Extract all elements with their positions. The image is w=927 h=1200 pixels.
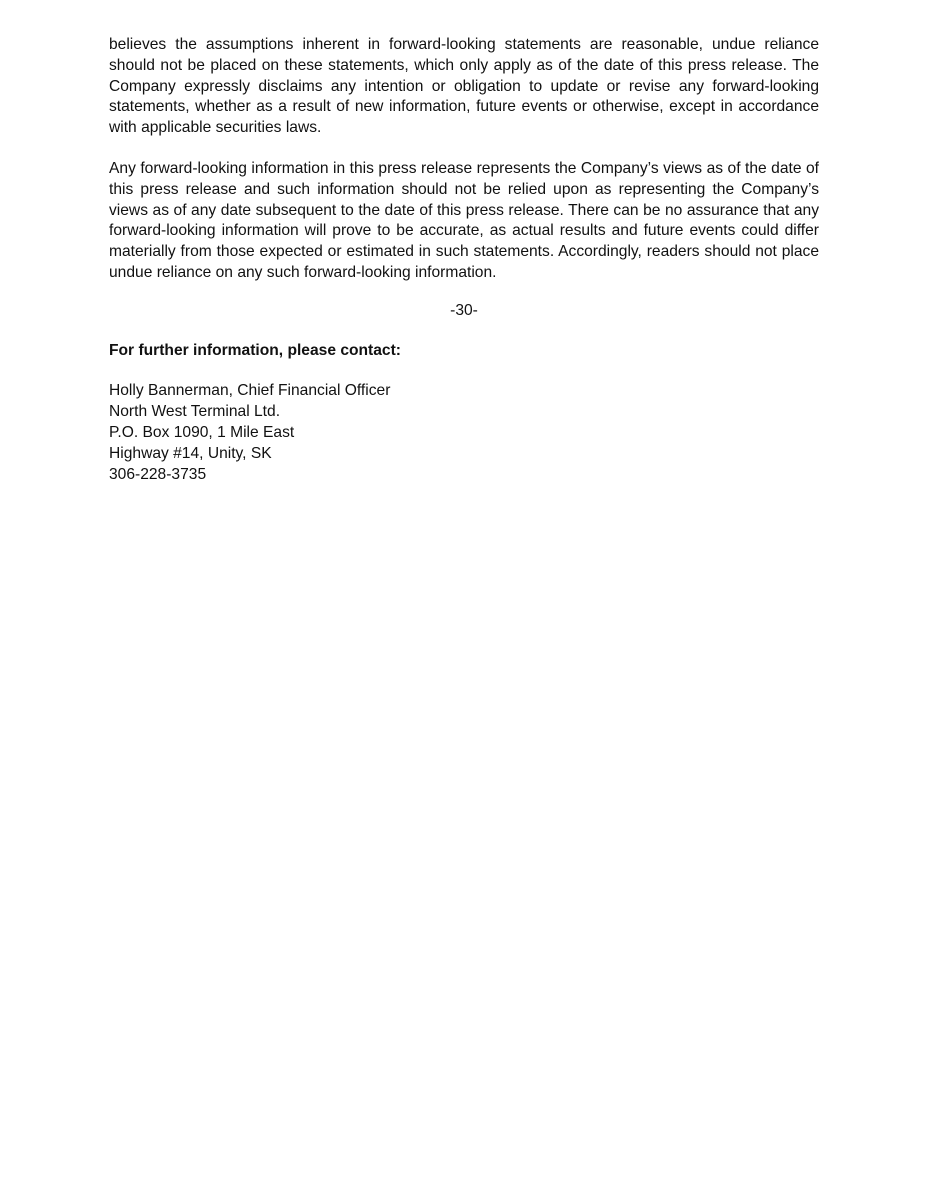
contact-company: North West Terminal Ltd. (109, 403, 281, 421)
page-content (109, 35, 819, 485)
contact-name-title: Holly Bannerman, Chief Financial Officer (109, 382, 391, 400)
contact-address-line-2: Highway #14, Unity, SK (109, 444, 272, 462)
contact-heading: For further information, please contact: (109, 341, 401, 359)
contact-block (109, 381, 819, 485)
paragraph-forward-looking-views: Any forward-looking information in this press release represents the Company’s views as of the date of this press release and such information should not be relied upon as representing the Company’s views as of any date subsequent to the date of this press release. There can be no assurance that any forward-looking information will prove to be accurate, as actual results and future events could differ materially from those expected or estimated in such statements. Accordingly, readers should not place undue reliance on any such forward-looking information. (109, 159, 819, 281)
end-marker: -30- (450, 301, 478, 319)
paragraph-forward-looking-reliance: believes the assumptions inherent in forward-looking statements are reasonable, undue reliance should not be placed on these statements, which only apply as of the date of this press release. The Company expressly disclaims any intention or obligation to update or revise any forward-looking statements, whether as a result of new information, future events or otherwise, except in accordance with applicable securities laws. (109, 36, 819, 137)
contact-phone: 306-228-3735 (109, 465, 207, 483)
contact-address-line-1: P.O. Box 1090, 1 Mile East (109, 423, 295, 441)
